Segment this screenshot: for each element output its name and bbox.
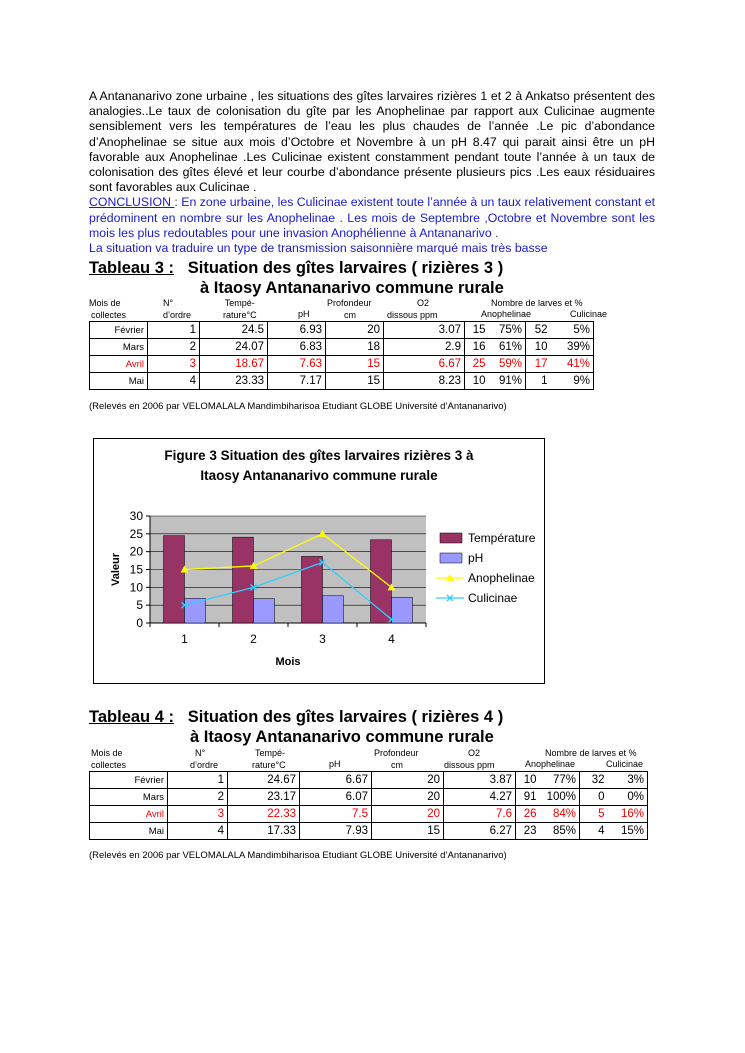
cell-temp: 23.33 [200,373,268,390]
table-row [90,806,648,823]
cell-prof: 20 [326,322,384,339]
y-tick-label: 30 [129,509,143,523]
cell-cup: 41% [551,356,594,373]
cell-temp: 23.17 [228,789,300,806]
cell-o2: 8.23 [384,373,465,390]
y-tick-label: 15 [129,562,143,577]
cell-prof: 20 [372,789,444,806]
table4-title [89,708,503,727]
hdr-o2: O2 dissous ppm [387,298,438,320]
cell-o2: 2.9 [384,339,465,356]
cell-anp: 91% [489,373,526,390]
cell-cu: 32 [580,772,608,789]
hdr4-prof: Profondeur cm [374,748,419,770]
cell-cu: 0 [580,789,608,806]
conclusion-line2: La situation va traduire un type de transmission saisonnière marqué mais très basse [89,241,548,256]
cell-an: 10 [516,772,540,789]
legend-swatch [440,553,462,563]
chart-title-line2: Itaosy Antananarivo commune rurale [200,468,438,483]
x-tick-label: 3 [319,632,326,646]
cell-ph: 7.5 [300,806,372,823]
cell-mois: Mars [90,339,148,356]
hdr-prof: Profondeur cm [327,298,372,320]
cell-mois: Mai [90,823,168,840]
conclusion-paragraph [89,195,655,241]
cell-ph: 6.83 [268,339,326,356]
table-row [90,322,594,339]
table-row [90,823,648,840]
cell-temp: 18.67 [200,356,268,373]
cell-n: 1 [168,772,228,789]
cell-prof: 15 [326,356,384,373]
cell-cup: 0% [608,789,648,806]
cell-cup: 16% [608,806,648,823]
x-axis-label: Mois [275,656,301,668]
hdr4-temp: Tempé- rature°C [252,748,286,770]
cell-ph: 7.63 [268,356,326,373]
cell-anp: 75% [489,322,526,339]
table4 [89,771,648,840]
bar-ph [254,599,275,623]
cell-cu: 52 [526,322,551,339]
cell-prof: 15 [326,373,384,390]
cell-n: 2 [168,789,228,806]
cell-an: 25 [465,356,489,373]
cell-mois: Avril [90,806,168,823]
y-tick-label: 10 [129,580,143,595]
hdr-culic: Culicinae [570,309,608,319]
cell-temp: 24.07 [200,339,268,356]
x-tick-label: 2 [250,632,257,646]
cell-an: 15 [465,322,489,339]
chart-svg [94,439,544,683]
hdr4-culic: Culicinae [606,759,644,769]
hdr-nombre: Nombre de larves et % [491,298,583,308]
legend-swatch [440,533,462,543]
cell-an: 23 [516,823,540,840]
legend-label: Température [468,531,536,545]
conclusion-label: CONCLUSION [89,195,175,210]
cell-n: 4 [168,823,228,840]
table3-header [0,298,745,322]
cell-n: 4 [148,373,200,390]
table3-note: (Relevés en 2006 par VELOMALALA Mandimbiharisoa Etudiant GLOBE Université d’Antananarivo) [89,401,507,412]
cell-mois: Février [90,322,148,339]
bar-ph [392,597,413,623]
cell-o2: 7.6 [444,806,516,823]
cell-o2: 3.07 [384,322,465,339]
cell-ph: 6.67 [300,772,372,789]
cell-prof: 20 [372,772,444,789]
y-axis-label: Valeur [110,552,122,587]
cell-cup: 15% [608,823,648,840]
cell-o2: 4.27 [444,789,516,806]
y-tick-label: 20 [129,544,143,559]
intro-text [89,89,655,256]
table-row [90,356,594,373]
legend-label: pH [468,551,484,565]
cell-an: 16 [465,339,489,356]
y-tick-label: 25 [129,526,143,541]
cell-cu: 5 [580,806,608,823]
cell-temp: 24.5 [200,322,268,339]
cell-anp: 100% [540,789,580,806]
cell-ph: 6.07 [300,789,372,806]
cell-o2: 6.67 [384,356,465,373]
y-tick-label: 0 [136,616,143,630]
hdr-anoph: Anophelinae [481,309,532,319]
cell-o2: 6.27 [444,823,516,840]
cell-temp: 17.33 [228,823,300,840]
intro-paragraph: A Antananarivo zone urbaine , les situations des gîtes larvaires rizières 1 et 2 à Ankatso présentent des analogies..Le taux de colonisation du gîte par les Anophelinae par rapport aux Culicinae augmente sensiblement vers les températures de l’eau les plus chaudes de l’année .Le pic d’abondance d’Anophelinae se situe aux mois d’Octobre et Novembre à un pH 8.47 qui parait ainsi être un pH favorable aux Anophelinae .Les Culicinae existent constamment pendant toute l’année à un taux de colonisation des gîtes élevé et leur courbe d’abondance présente plusieurs pics .Les eaux résiduaires sont favorables aux Culicinae . [89,89,655,195]
table-row [90,373,594,390]
cell-cu: 1 [526,373,551,390]
cell-anp: 59% [489,356,526,373]
cell-mois: Mars [90,789,168,806]
table-row [90,789,648,806]
cell-anp: 84% [540,806,580,823]
hdr-temp: Tempé- rature°C [223,298,257,320]
cell-an: 10 [465,373,489,390]
cell-cup: 5% [551,322,594,339]
cell-ph: 6.93 [268,322,326,339]
chart-title-line1: Figure 3 Situation des gîtes larvaires rizières 3 à [164,448,474,463]
cell-anp: 85% [540,823,580,840]
cell-n: 3 [148,356,200,373]
cell-n: 2 [148,339,200,356]
x-tick-label: 4 [388,632,395,646]
cell-mois: Février [90,772,168,789]
table4-note: (Relevés en 2006 par VELOMALALA Mandimbiharisoa Etudiant GLOBE Université d’Antananarivo) [89,850,507,861]
conclusion-text: : En zone urbaine, les Culicinae existent toute l’année à un taux relativement constant et prédominent en nombre sur les Anophelinae . Les mois de Septembre ,Octobre et Novembre sont les mois les plus redoutables pour une invasion Anophélienne à Antananarivo . [89,195,656,240]
table3-title [89,259,503,278]
cell-n: 1 [148,322,200,339]
cell-ph: 7.17 [268,373,326,390]
cell-temp: 24.67 [228,772,300,789]
hdr4-anoph: Anophelinae [525,759,576,769]
hdr-ordre: N° d’ordre [163,298,192,320]
table3 [89,321,594,390]
hdr4-o2: O2 dissous ppm [444,748,495,770]
cell-cup: 3% [608,772,648,789]
table3-title-line1: Situation des gîtes larvaires ( rizières 3 ) [187,259,504,277]
table4-header [0,748,745,772]
hdr4-ordre: N° d’ordre [190,748,219,770]
y-tick-label: 5 [136,598,143,613]
cell-cup: 39% [551,339,594,356]
cell-mois: Mai [90,373,148,390]
cell-temp: 22.33 [228,806,300,823]
cell-prof: 15 [372,823,444,840]
bar-temperature [233,537,254,623]
cell-o2: 3.87 [444,772,516,789]
cell-cu: 17 [526,356,551,373]
table3-label: Tableau 3 : [89,259,174,277]
table-row [90,339,594,356]
table4-label: Tableau 4 : [89,708,174,726]
cell-cu: 4 [580,823,608,840]
legend-label: Anophelinae [468,571,535,585]
cell-cu: 10 [526,339,551,356]
cell-an: 26 [516,806,540,823]
cell-prof: 20 [372,806,444,823]
hdr4-mois: Mois de collectes [91,748,127,770]
cell-anp: 61% [489,339,526,356]
cell-n: 3 [168,806,228,823]
cell-anp: 77% [540,772,580,789]
legend-label: Culicinae [468,591,518,605]
table-row [90,772,648,789]
table4-title-line1: Situation des gîtes larvaires ( rizières 4 ) [187,708,504,726]
cell-ph: 7.93 [300,823,372,840]
figure3-chart [93,438,545,684]
table4-title-line2: à Itaosy Antananarivo commune rurale [190,728,494,746]
bar-ph [323,596,344,623]
hdr4-ph: pH [329,759,341,769]
cell-an: 91 [516,789,540,806]
cell-prof: 18 [326,339,384,356]
cell-mois: Avril [90,356,148,373]
hdr4-nombre: Nombre de larves et % [545,748,637,758]
hdr-ph: pH [298,309,310,319]
hdr-mois: Mois de collectes [89,298,127,320]
x-tick-label: 1 [181,632,188,646]
bar-temperature [164,536,185,623]
cell-cup: 9% [551,373,594,390]
table3-title-line2: à Itaosy Antananarivo commune rurale [200,279,504,297]
